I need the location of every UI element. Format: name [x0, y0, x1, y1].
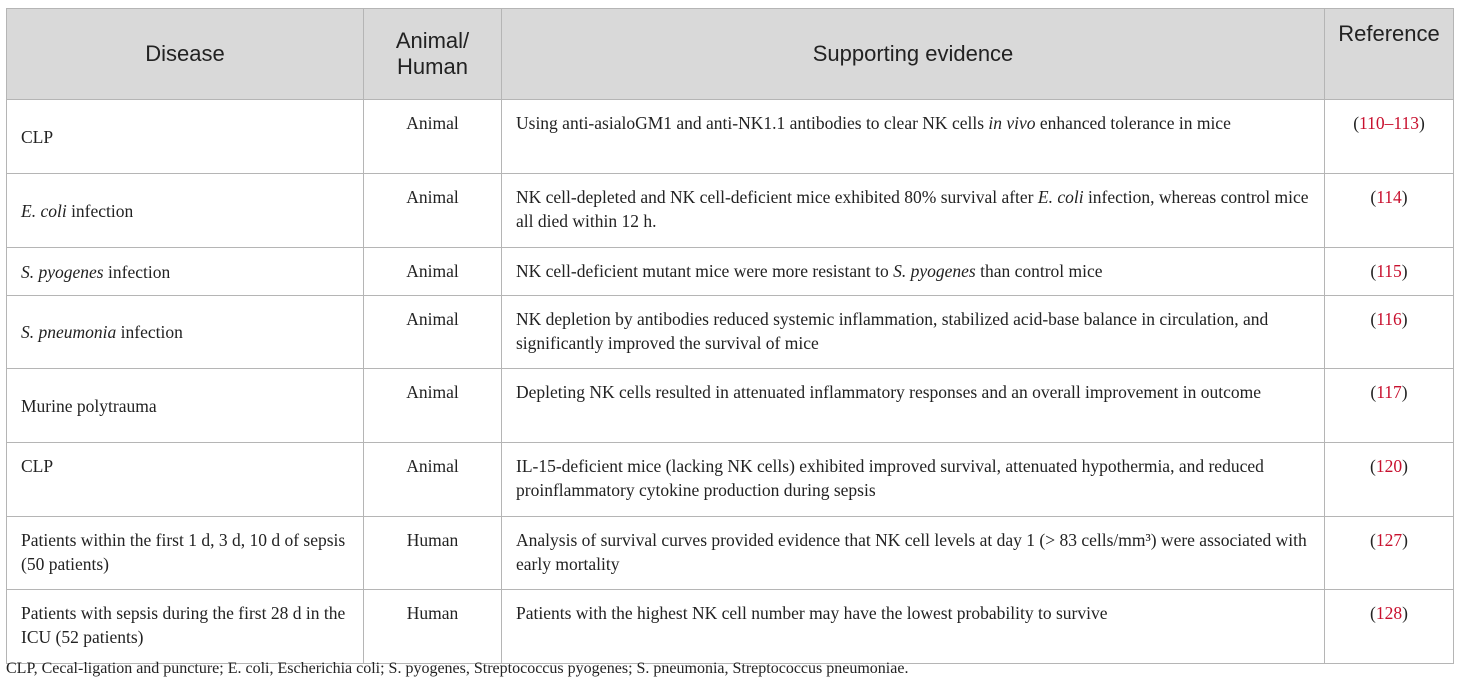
reference-cell — [1325, 517, 1454, 590]
reference-link[interactable]: 127 — [1375, 530, 1403, 550]
header-animal-human — [364, 9, 502, 100]
evidence-cell: IL-15-deficient mice (lacking NK cells) exhibited improved survival, attenuated hypothermia, and reduced proinflammatory cytokine production during sepsis — [502, 443, 1325, 517]
ref-paren-open: ( — [1370, 187, 1377, 207]
reference-cell — [1325, 590, 1454, 664]
table-row — [7, 517, 1454, 590]
table-row — [7, 100, 1454, 174]
table-footnote: CLP, Cecal-ligation and puncture; E. coli, Escherichia coli; S. pyogenes, Streptococcus pyogenes; S. pneumonia, Streptococcus pneumoniae. — [6, 660, 909, 677]
table-header-row — [7, 9, 1454, 100]
type-cell: Human — [364, 590, 502, 664]
ref-paren-open: ( — [1370, 261, 1377, 281]
table-container — [6, 8, 1453, 664]
ref-paren-open: ( — [1370, 456, 1376, 476]
table-row — [7, 590, 1454, 664]
disease-cell: Patients with sepsis during the first 28 d in the ICU (52 patients) — [7, 590, 364, 664]
ref-paren-close: ) — [1402, 456, 1408, 476]
ref-paren-close: ) — [1401, 382, 1408, 402]
disease-cell — [7, 174, 364, 248]
reference-link[interactable]: 128 — [1375, 603, 1403, 623]
evidence-text: NK cell-deficient mutant mice were more resistant to — [516, 261, 894, 281]
evidence-text: than control mice — [975, 261, 1103, 281]
disease-text: infection — [116, 322, 183, 342]
table-row — [7, 443, 1454, 517]
table-row — [7, 248, 1454, 296]
disease-cell: Patients within the first 1 d, 3 d, 10 d of sepsis (50 patients) — [7, 517, 364, 590]
disease-italic: S. pyogenes — [21, 261, 104, 282]
ref-paren-close: ) — [1402, 603, 1408, 623]
header-animal-human-line1: Animal/ — [395, 28, 470, 53]
reference-link[interactable]: 116 — [1376, 309, 1402, 329]
evidence-text: enhanced tolerance in mice — [1035, 113, 1231, 133]
type-cell: Animal — [364, 174, 502, 248]
type-cell: Animal — [364, 100, 502, 174]
evidence-italic: in vivo — [988, 113, 1036, 133]
ref-paren-open: ( — [1370, 382, 1377, 402]
evidence-cell — [502, 248, 1325, 296]
table-row — [7, 369, 1454, 443]
reference-cell — [1325, 100, 1454, 174]
evidence-text: Using anti-asialoGM1 and anti-NK1.1 antibodies to clear NK cells — [516, 113, 989, 133]
ref-paren-close: ) — [1401, 309, 1408, 329]
table-row — [7, 174, 1454, 248]
type-cell: Animal — [364, 369, 502, 443]
evidence-cell: Depleting NK cells resulted in attenuated inflammatory responses and an overall improvement in outcome — [502, 369, 1325, 443]
ref-paren-close: ) — [1402, 530, 1408, 550]
evidence-text: infection, whereas control mice all died within 12 h. — [516, 187, 1309, 231]
evidence-italic: E. coli — [1037, 187, 1084, 207]
evidence-table — [6, 8, 1454, 664]
type-cell: Animal — [364, 443, 502, 517]
reference-link[interactable]: 114 — [1376, 187, 1402, 207]
disease-cell: Murine polytrauma — [7, 369, 364, 443]
reference-link[interactable]: 115 — [1376, 261, 1402, 281]
ref-paren-open: ( — [1370, 530, 1376, 550]
evidence-cell: Patients with the highest NK cell number may have the lowest probability to survive — [502, 590, 1325, 664]
reference-cell — [1325, 248, 1454, 296]
disease-cell: CLP — [7, 443, 364, 517]
ref-paren-close: ) — [1418, 113, 1425, 133]
disease-cell: CLP — [7, 100, 364, 174]
disease-text: infection — [66, 200, 134, 221]
type-cell: Human — [364, 517, 502, 590]
reference-cell — [1325, 174, 1454, 248]
type-cell: Animal — [364, 296, 502, 369]
ref-paren-open: ( — [1370, 603, 1376, 623]
reference-link[interactable]: 117 — [1376, 382, 1402, 402]
header-animal-human-line2: Human — [397, 54, 468, 79]
reference-cell — [1325, 369, 1454, 443]
table-row — [7, 296, 1454, 369]
disease-cell — [7, 296, 364, 369]
reference-link[interactable]: 120 — [1375, 456, 1403, 476]
reference-link[interactable]: 110–113 — [1359, 113, 1419, 133]
evidence-cell — [502, 174, 1325, 248]
evidence-text: NK cell-depleted and NK cell-deficient mice exhibited 80% survival after — [516, 187, 1038, 207]
header-evidence: Supporting evidence — [502, 9, 1325, 100]
reference-cell — [1325, 443, 1454, 517]
evidence-cell — [502, 100, 1325, 174]
disease-cell — [7, 248, 364, 296]
header-reference: Reference — [1325, 9, 1454, 100]
ref-paren-open: ( — [1370, 309, 1377, 329]
ref-paren-close: ) — [1401, 261, 1408, 281]
evidence-cell: NK depletion by antibodies reduced systemic inflammation, stabilized acid-base balance in circulation, and significantly improved the survival of mice — [502, 296, 1325, 369]
disease-text: infection — [103, 261, 171, 282]
ref-paren-close: ) — [1401, 187, 1408, 207]
evidence-italic: S. pyogenes — [893, 261, 976, 281]
reference-cell — [1325, 296, 1454, 369]
type-cell: Animal — [364, 248, 502, 296]
evidence-cell: Analysis of survival curves provided evidence that NK cell levels at day 1 (> 83 cells/mm³) were associated with early mortality — [502, 517, 1325, 590]
disease-italic: E. coli — [21, 200, 67, 221]
disease-italic: S. pneumonia — [21, 322, 117, 342]
header-disease: Disease — [7, 9, 364, 100]
ref-paren-open: ( — [1353, 113, 1360, 133]
